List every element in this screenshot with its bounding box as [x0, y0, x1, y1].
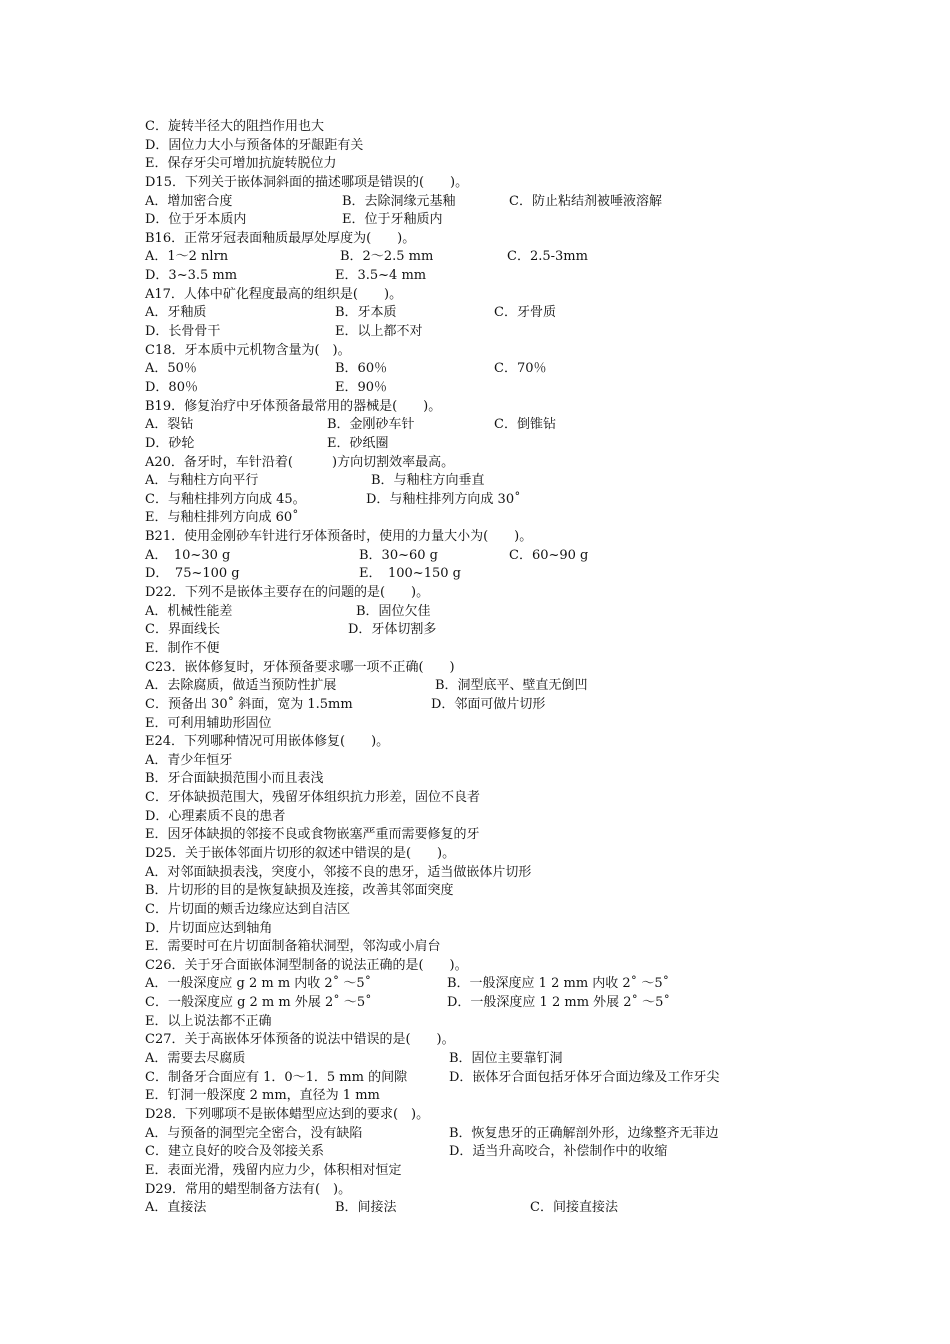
answer-option: B．固位主要靠钉洞 — [449, 1051, 563, 1067]
text-line — [145, 677, 845, 696]
question-stem — [145, 1031, 845, 1050]
answer-option: A．裂钻 — [145, 417, 194, 433]
question-stem — [145, 733, 845, 752]
answer-option: C．制备牙合面应有 1．0～1．5 mm 的间隙 — [145, 1069, 408, 1085]
text-line — [145, 211, 845, 230]
answer-option: E．90％ — [335, 379, 388, 395]
line-text: E．因牙体缺损的邻接不良或食物嵌塞严重而需要修复的牙 — [145, 827, 480, 843]
answer-option: C．与釉柱排列方向成 45。 — [145, 491, 306, 507]
question-stem — [145, 342, 845, 361]
answer-option: C．防止粘结剂被唾液溶解 — [509, 193, 662, 209]
text-line — [145, 1013, 845, 1032]
text-line — [145, 304, 845, 323]
line-text: D．固位力大小与预备体的牙龈距有关 — [145, 137, 364, 153]
answer-option: B．恢复患牙的正确解剖外形，边缘整齐无菲边 — [449, 1125, 719, 1141]
answer-option: E． 100~150 g — [359, 566, 461, 582]
text-line — [145, 1162, 845, 1181]
answer-option: D．长骨骨干 — [145, 324, 221, 340]
text-line — [145, 752, 845, 771]
text-line — [145, 118, 845, 137]
question-stem — [145, 845, 845, 864]
answer-option: B．金刚砂车针 — [327, 417, 415, 433]
answer-option: E．砂纸圈 — [327, 435, 389, 451]
answer-option: D．牙体切割多 — [348, 622, 437, 638]
question-text: D29．常用的蜡型制备方法有( )。 — [145, 1181, 352, 1197]
question-text: D28．下列哪项不是嵌体蜡型应达到的要求( )。 — [145, 1106, 430, 1122]
answer-option: A．机械性能差 — [145, 603, 233, 619]
answer-option: A．与釉柱方向平行 — [145, 473, 259, 489]
answer-option: A．与预备的洞型完全密合，没有缺陷 — [145, 1125, 363, 1141]
text-line — [145, 435, 845, 454]
answer-option: A．去除腐质，做适当预防性扩展 — [145, 678, 337, 694]
question-text: B19．修复治疗中牙体预备最常用的器械是( )。 — [145, 398, 442, 414]
answer-option: C．预备出 30˚ 斜面，宽为 1.5mm — [145, 696, 353, 712]
text-line — [145, 789, 845, 808]
question-text: D25．关于嵌体邻面片切形的叙述中错误的是( )。 — [145, 845, 456, 861]
answer-option: B．去除洞缘元基釉 — [342, 193, 456, 209]
text-line — [145, 565, 845, 584]
answer-option: B．2～2.5 mm — [340, 249, 434, 265]
text-line — [145, 864, 845, 883]
line-text: B．片切形的目的是恢复缺损及连接，改善其邻面突度 — [145, 883, 454, 899]
text-line — [145, 1199, 845, 1218]
text-line — [145, 509, 845, 528]
line-text: A．青少年恒牙 — [145, 752, 233, 768]
text-line — [145, 920, 845, 939]
answer-option: A．牙釉质 — [145, 305, 207, 321]
answer-option: D．适当升高咬合，补偿制作中的收缩 — [449, 1144, 668, 1160]
answer-option: B．30~60 g — [359, 547, 438, 563]
text-line — [145, 416, 845, 435]
line-text: E．以上说法都不正确 — [145, 1013, 272, 1029]
line-text: B．牙合面缺损范围小而且表浅 — [145, 771, 324, 787]
answer-option: A．50％ — [145, 361, 197, 377]
answer-option: C．2.5-3mm — [507, 249, 588, 265]
question-stem — [145, 659, 845, 678]
question-text: C27．关于高嵌体牙体预备的说法中错误的是( )。 — [145, 1032, 455, 1048]
text-line — [145, 1050, 845, 1069]
text-line — [145, 882, 845, 901]
text-line — [145, 975, 845, 994]
answer-option: D．位于牙本质内 — [145, 212, 247, 228]
answer-option: C．一般深度应 g 2 m m 外展 2˚ ～5˚ — [145, 995, 372, 1011]
text-line — [145, 267, 845, 286]
line-text: E．钉洞一般深度 2 mm，直径为 1 mm — [145, 1088, 380, 1104]
answer-option: B．与釉柱方向垂直 — [371, 473, 485, 489]
line-text: A．对邻面缺损表浅，突度小，邻接不良的患牙，适当做嵌体片切形 — [145, 864, 532, 880]
text-line — [145, 137, 845, 156]
text-line — [145, 696, 845, 715]
answer-option: C．70％ — [494, 361, 547, 377]
answer-option: D．与釉柱排列方向成 30˚ — [366, 491, 521, 507]
text-line — [145, 491, 845, 510]
text-line — [145, 770, 845, 789]
line-text: D．片切面应达到轴角 — [145, 920, 273, 936]
question-text: D22．下列不是嵌体主要存在的问题的是( )。 — [145, 585, 430, 601]
answer-option: B．牙本质 — [335, 305, 397, 321]
question-stem — [145, 1106, 845, 1125]
question-text: C26．关于牙合面嵌体洞型制备的说法正确的是( )。 — [145, 957, 468, 973]
answer-option: D．邻面可做片切形 — [431, 696, 546, 712]
text-line — [145, 1125, 845, 1144]
text-line — [145, 547, 845, 566]
answer-option: B．一般深度应 1 2 mm 内收 2˚ ～5˚ — [447, 976, 670, 992]
answer-option: E．3.5~4 mm — [335, 268, 427, 284]
answer-option: C．间接直接法 — [530, 1200, 618, 1216]
text-line — [145, 1069, 845, 1088]
question-stem — [145, 398, 845, 417]
answer-option: D．一般深度应 1 2 mm 外展 2˚ ～5˚ — [447, 995, 670, 1011]
text-line — [145, 360, 845, 379]
question-stem — [145, 528, 845, 547]
answer-option: D．80％ — [145, 379, 198, 395]
answer-option: C．界面线长 — [145, 622, 220, 638]
document-body — [145, 118, 845, 1218]
question-text: C18．牙本质中元机物含量为( )。 — [145, 342, 351, 358]
text-line — [145, 640, 845, 659]
question-stem — [145, 230, 845, 249]
answer-option: D．嵌体牙合面包括牙体牙合面边缘及工作牙尖 — [449, 1069, 720, 1085]
text-line — [145, 1087, 845, 1106]
text-line — [145, 379, 845, 398]
answer-option: E．以上都不对 — [335, 324, 423, 340]
question-stem — [145, 454, 845, 473]
line-text: C．旋转半径大的阻挡作用也大 — [145, 119, 324, 134]
answer-option: D． 75~100 g — [145, 566, 240, 582]
line-text: C．片切面的颊舌边缘应达到自洁区 — [145, 901, 350, 917]
text-line — [145, 323, 845, 342]
text-line — [145, 248, 845, 267]
text-line — [145, 603, 845, 622]
answer-option: B．间接法 — [335, 1200, 397, 1216]
text-line — [145, 193, 845, 212]
answer-option: A．直接法 — [145, 1200, 207, 1216]
line-text: D．心理素质不良的患者 — [145, 808, 286, 824]
question-text: B21．使用金刚砂车针进行牙体预备时，使用的力量大小为( )。 — [145, 529, 533, 545]
answer-option: C．建立良好的咬合及邻接关系 — [145, 1144, 324, 1160]
text-line — [145, 808, 845, 827]
text-line — [145, 472, 845, 491]
line-text: E．与釉柱排列方向成 60˚ — [145, 510, 299, 526]
line-text: E．表面光滑，残留内应力少，体积相对恒定 — [145, 1162, 402, 1178]
answer-option: E．位于牙釉质内 — [342, 212, 443, 228]
question-stem — [145, 957, 845, 976]
answer-option: D．砂轮 — [145, 435, 195, 451]
answer-option: A．1～2 nlrn — [145, 249, 229, 265]
text-line — [145, 938, 845, 957]
answer-option: D．3~3.5 mm — [145, 268, 238, 284]
line-text: E．制作不便 — [145, 640, 220, 656]
answer-option: A． 10~30 g — [145, 547, 231, 563]
question-stem — [145, 584, 845, 603]
text-line — [145, 1143, 845, 1162]
answer-option: A．增加密合度 — [145, 193, 233, 209]
answer-option: C．倒锥钻 — [494, 417, 556, 433]
question-stem — [145, 286, 845, 305]
text-line — [145, 621, 845, 640]
text-line — [145, 155, 845, 174]
answer-option: B．60％ — [335, 361, 388, 377]
text-line — [145, 715, 845, 734]
answer-option: C．牙骨质 — [494, 305, 556, 321]
question-text: C23．嵌体修复时，牙体预备要求哪一项不正确( ) — [145, 659, 455, 675]
text-line — [145, 901, 845, 920]
question-text: E24．下列哪种情况可用嵌体修复( )。 — [145, 734, 390, 750]
question-text: B16．正常牙冠表面釉质最厚处厚度为( )。 — [145, 230, 416, 246]
answer-option: B．固位欠佳 — [356, 603, 431, 619]
line-text: C．牙体缺损范围大，残留牙体组织抗力形差，固位不良者 — [145, 790, 480, 806]
line-text: E．需要时可在片切面制备箱状洞型，邻沟或小肩台 — [145, 939, 441, 955]
line-text: E．可利用辅助形固位 — [145, 715, 272, 731]
answer-option: A．需要去尽腐质 — [145, 1051, 246, 1067]
text-line — [145, 826, 845, 845]
question-text: A17．人体中矿化程度最高的组织是( )。 — [145, 286, 403, 302]
text-line — [145, 994, 845, 1013]
question-text: D15．下列关于嵌体洞斜面的描述哪项是错误的( )。 — [145, 174, 469, 190]
line-text: E．保存牙尖可增加抗旋转脱位力 — [145, 156, 337, 172]
question-stem — [145, 1181, 845, 1200]
answer-option: C．60~90 g — [509, 547, 589, 563]
answer-option: A．一般深度应 g 2 m m 内收 2˚ ～5˚ — [145, 976, 372, 992]
answer-option: B．洞型底平、壁直无倒凹 — [435, 678, 588, 694]
question-stem — [145, 174, 845, 193]
question-text: A20．备牙时，车针沿着( )方向切割效率最高。 — [145, 454, 455, 470]
